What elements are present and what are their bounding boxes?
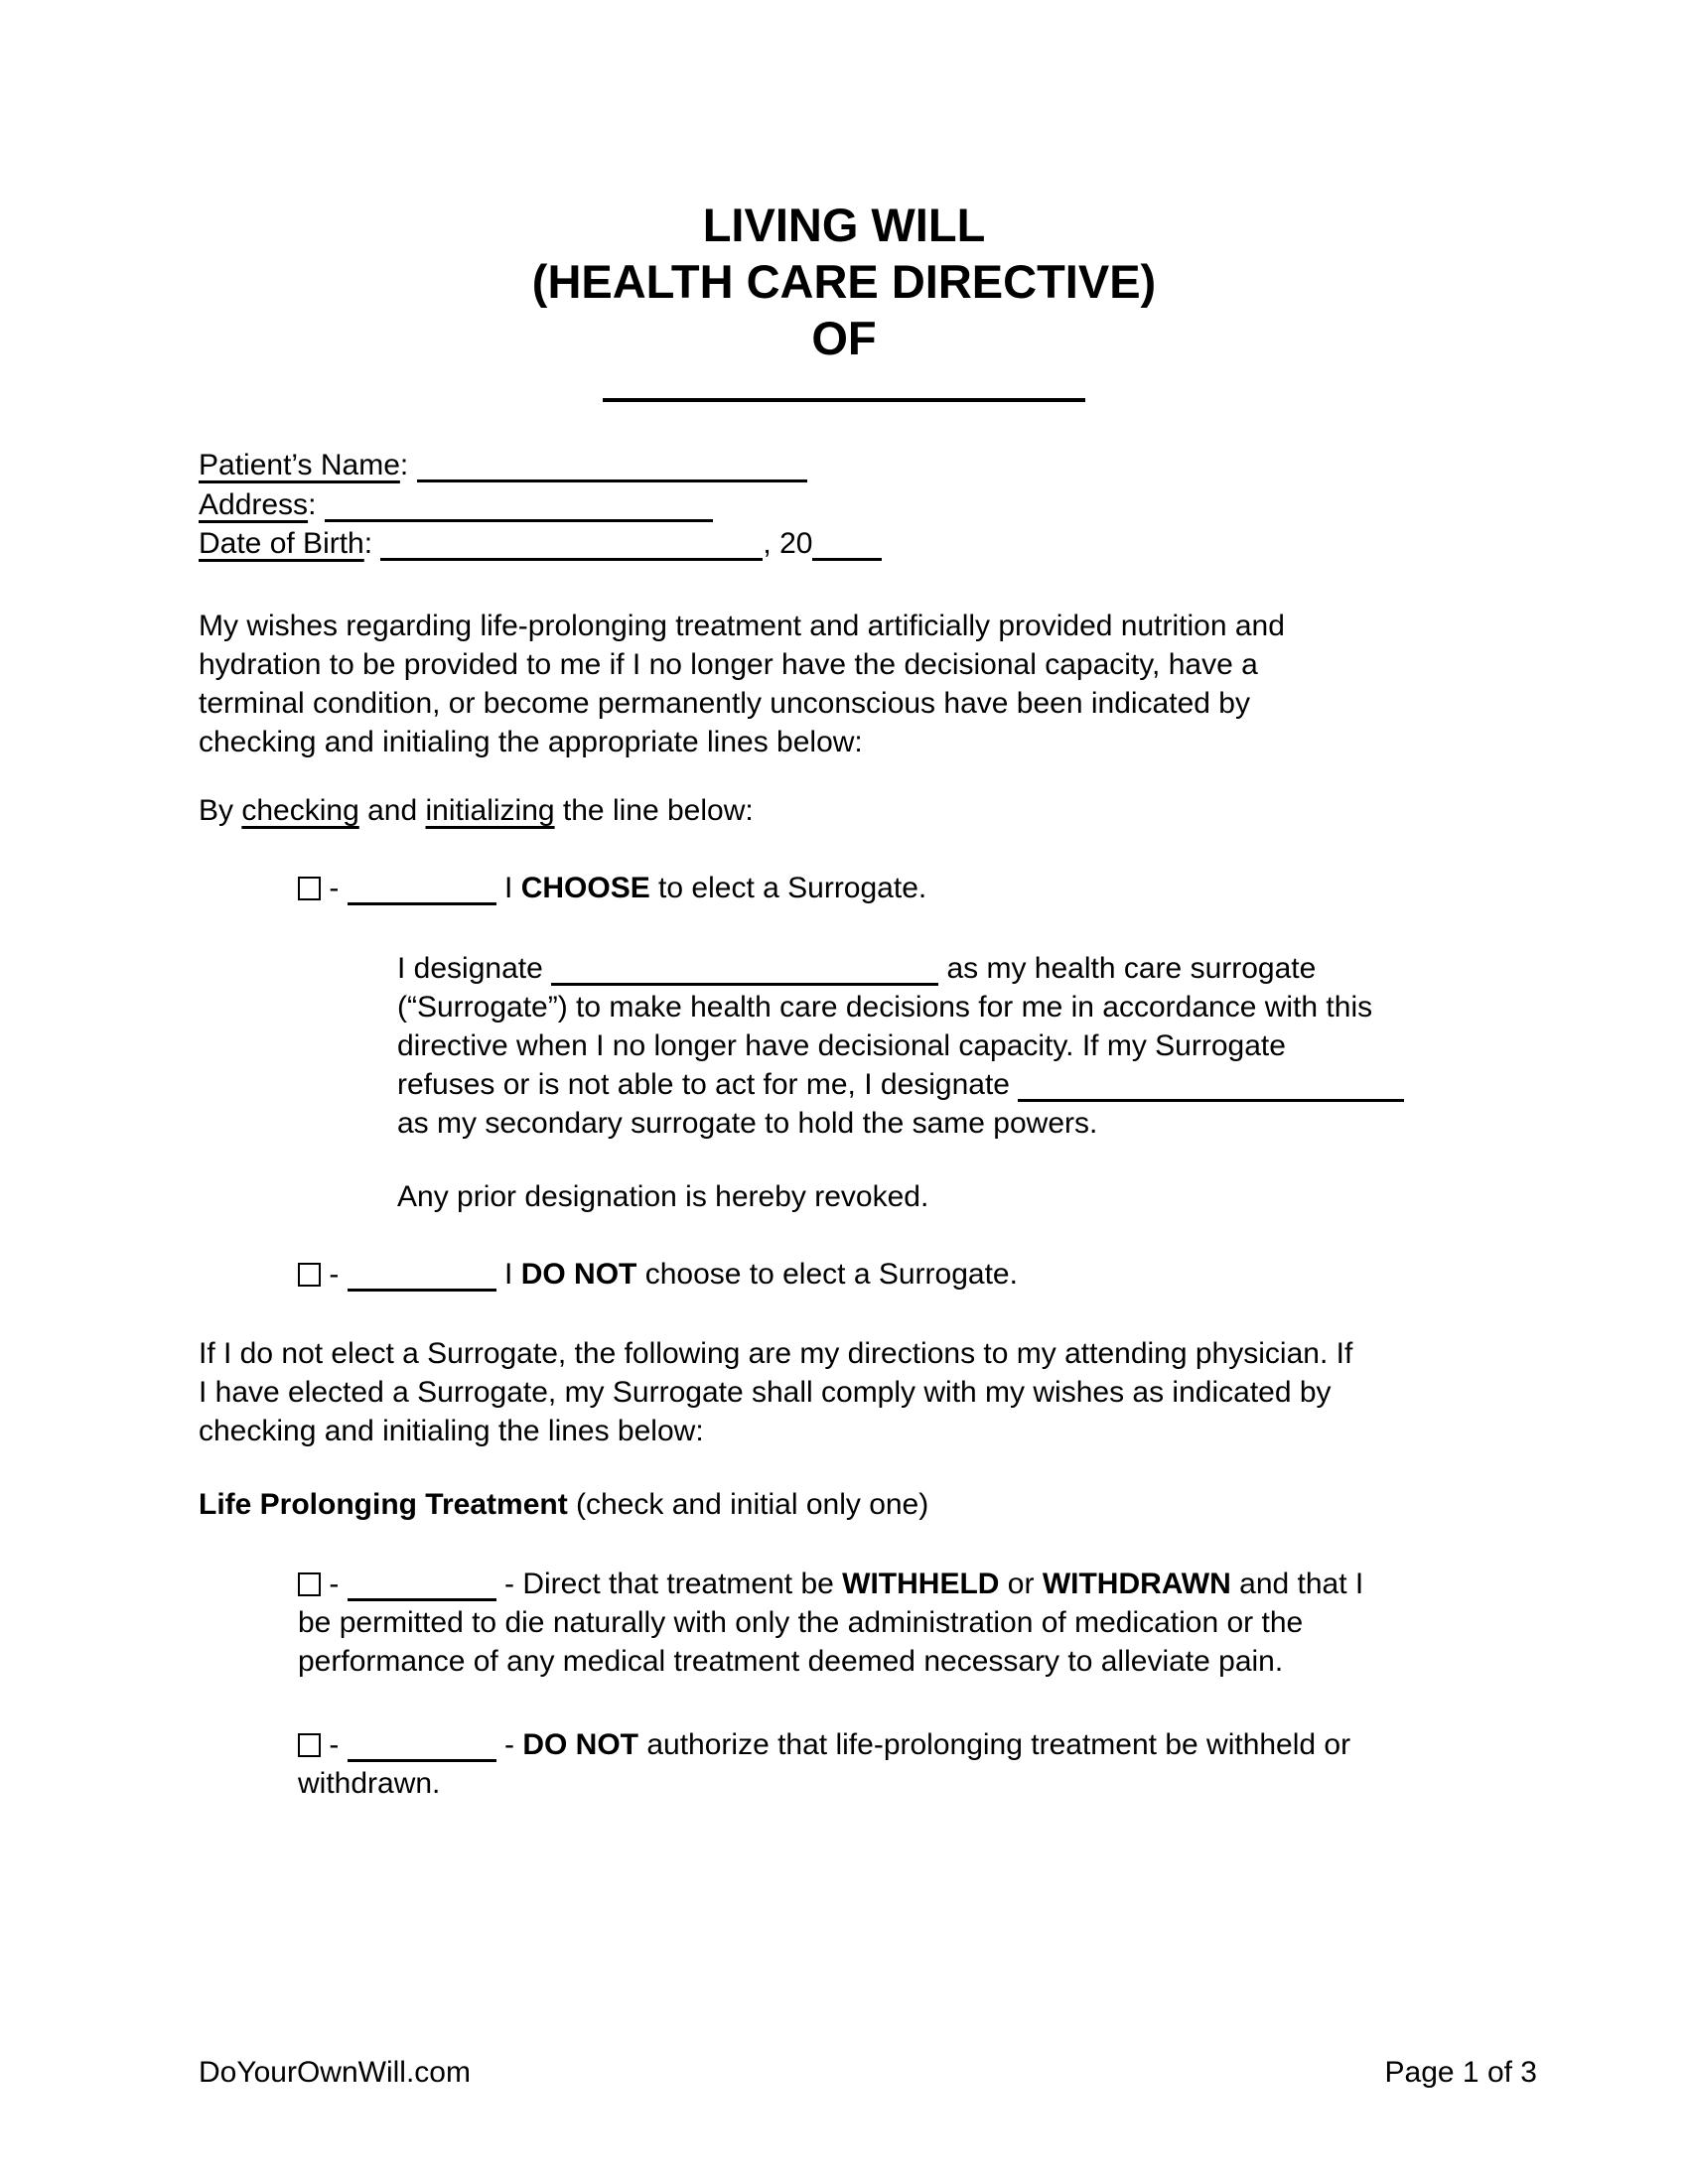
footer-page-number: Page 1 of 3	[1384, 2056, 1537, 2089]
text-segment: as my health care surrogate	[938, 952, 1317, 985]
text-segment: -	[321, 872, 348, 904]
text-segment: -	[321, 1258, 348, 1291]
choose-surrogate-option	[298, 869, 926, 907]
text-segment: to elect a Surrogate.	[649, 872, 927, 904]
text-segment: DO NOT	[522, 1728, 639, 1761]
text-segment: I have elected a Surrogate, my Surrogate shall comply with my wishes as indicated by	[199, 1376, 1332, 1409]
blank-field[interactable]	[380, 558, 763, 561]
text-segment: , 20	[763, 527, 813, 560]
patient-name-row	[199, 446, 882, 485]
text-segment: (“Surrogate”) to make health care decisions for me in accordance with this	[397, 991, 1373, 1024]
document-title	[0, 197, 1688, 366]
text-segment: If I do not elect a Surrogate, the following are my directions to my attending physician. If	[199, 1337, 1353, 1370]
text-segment: WITHHELD	[842, 1568, 1000, 1600]
text-segment: Any prior designation is hereby revoked.	[397, 1180, 929, 1213]
directions-paragraph	[199, 1334, 1352, 1450]
patient-info-section	[199, 446, 882, 564]
text-segment: -	[495, 1728, 523, 1761]
text-segment: and that I	[1230, 1568, 1364, 1600]
text-segment: initializing	[425, 794, 555, 827]
footer-website: DoYourOwnWill.com	[199, 2056, 471, 2089]
text-segment: be permitted to die naturally with only the administration of medication or the	[298, 1606, 1304, 1639]
title-line-3: OF	[811, 312, 877, 364]
text-segment: DO NOT	[520, 1258, 637, 1291]
blank-field[interactable]	[1018, 1099, 1404, 1102]
text-segment: :	[363, 527, 381, 560]
text-segment: withdrawn.	[298, 1767, 441, 1800]
blank-field[interactable]	[812, 558, 882, 561]
text-segment: checking and initialing the appropriate lines below:	[199, 726, 863, 758]
text-segment: performance of any medical treatment deemed necessary to alleviate pain.	[298, 1645, 1284, 1678]
checkbox-icon[interactable]	[298, 1572, 321, 1596]
text-segment: Date of Birth	[199, 527, 364, 560]
text-segment: By	[199, 794, 242, 827]
text-segment: and	[358, 794, 426, 827]
testator-name-blank[interactable]	[603, 398, 1085, 402]
text-segment: hydration to be provided to me if I no longer have the decisional capacity, have a	[199, 648, 1258, 681]
text-segment: WITHDRAWN	[1042, 1568, 1231, 1600]
text-segment: My wishes regarding life-prolonging treatment and artificially provided nutrition and	[199, 610, 1285, 642]
designate-paragraph	[397, 949, 1404, 1143]
checkbox-icon[interactable]	[298, 1263, 321, 1287]
text-segment: choose to elect a Surrogate.	[636, 1258, 1018, 1291]
text-segment: refuses or is not able to act for me, I designate	[397, 1068, 1019, 1101]
blank-field[interactable]	[325, 519, 713, 522]
text-segment: - Direct that treatment be	[495, 1568, 843, 1600]
text-segment: Address	[199, 487, 309, 521]
text-segment: CHOOSE	[520, 872, 650, 904]
checkbox-icon[interactable]	[298, 1733, 321, 1757]
text-segment: Patient’s Name	[199, 449, 400, 481]
blank-field[interactable]	[348, 1598, 496, 1601]
blank-field[interactable]	[348, 1759, 496, 1762]
text-segment: :	[308, 487, 325, 521]
do-not-choose-surrogate-option	[298, 1255, 1018, 1294]
text-segment: Life Prolonging Treatment	[199, 1488, 568, 1521]
patient-address-row	[199, 485, 882, 525]
text-segment: checking	[241, 794, 359, 827]
blank-field[interactable]	[348, 902, 496, 905]
by-checking-line	[199, 791, 754, 830]
text-segment: terminal condition, or become permanently unconscious have been indicated by	[199, 687, 1250, 720]
blank-field[interactable]	[551, 983, 938, 986]
text-segment: -	[321, 1568, 348, 1600]
life-prolonging-treatment-heading	[199, 1485, 928, 1524]
text-segment: checking and initialing the lines below:	[199, 1415, 704, 1447]
patient-dob-row	[199, 524, 882, 564]
text-segment: as my secondary surrogate to hold the same powers.	[397, 1107, 1098, 1140]
text-segment: I designate	[397, 952, 552, 985]
blank-field[interactable]	[348, 1289, 496, 1292]
text-segment: I	[495, 872, 521, 904]
checkbox-icon[interactable]	[298, 877, 321, 900]
title-line-2: (HEALTH CARE DIRECTIVE)	[531, 255, 1157, 308]
text-segment: I	[495, 1258, 521, 1291]
text-segment: (check and initial only one)	[567, 1488, 929, 1521]
revocation-line	[397, 1177, 928, 1216]
text-segment: :	[399, 449, 417, 481]
text-segment: -	[321, 1728, 348, 1761]
title-line-1: LIVING WILL	[702, 199, 986, 251]
text-segment: directive when I no longer have decisional capacity. If my Surrogate	[397, 1029, 1286, 1062]
do-not-authorize-option	[298, 1725, 1350, 1803]
blank-field[interactable]	[417, 479, 807, 482]
text-segment: or	[999, 1568, 1043, 1600]
text-segment: authorize that life-prolonging treatment be withheld or	[638, 1728, 1351, 1761]
withhold-treatment-option	[298, 1565, 1363, 1681]
intro-paragraph	[199, 607, 1285, 761]
text-segment: the line below:	[554, 794, 754, 827]
